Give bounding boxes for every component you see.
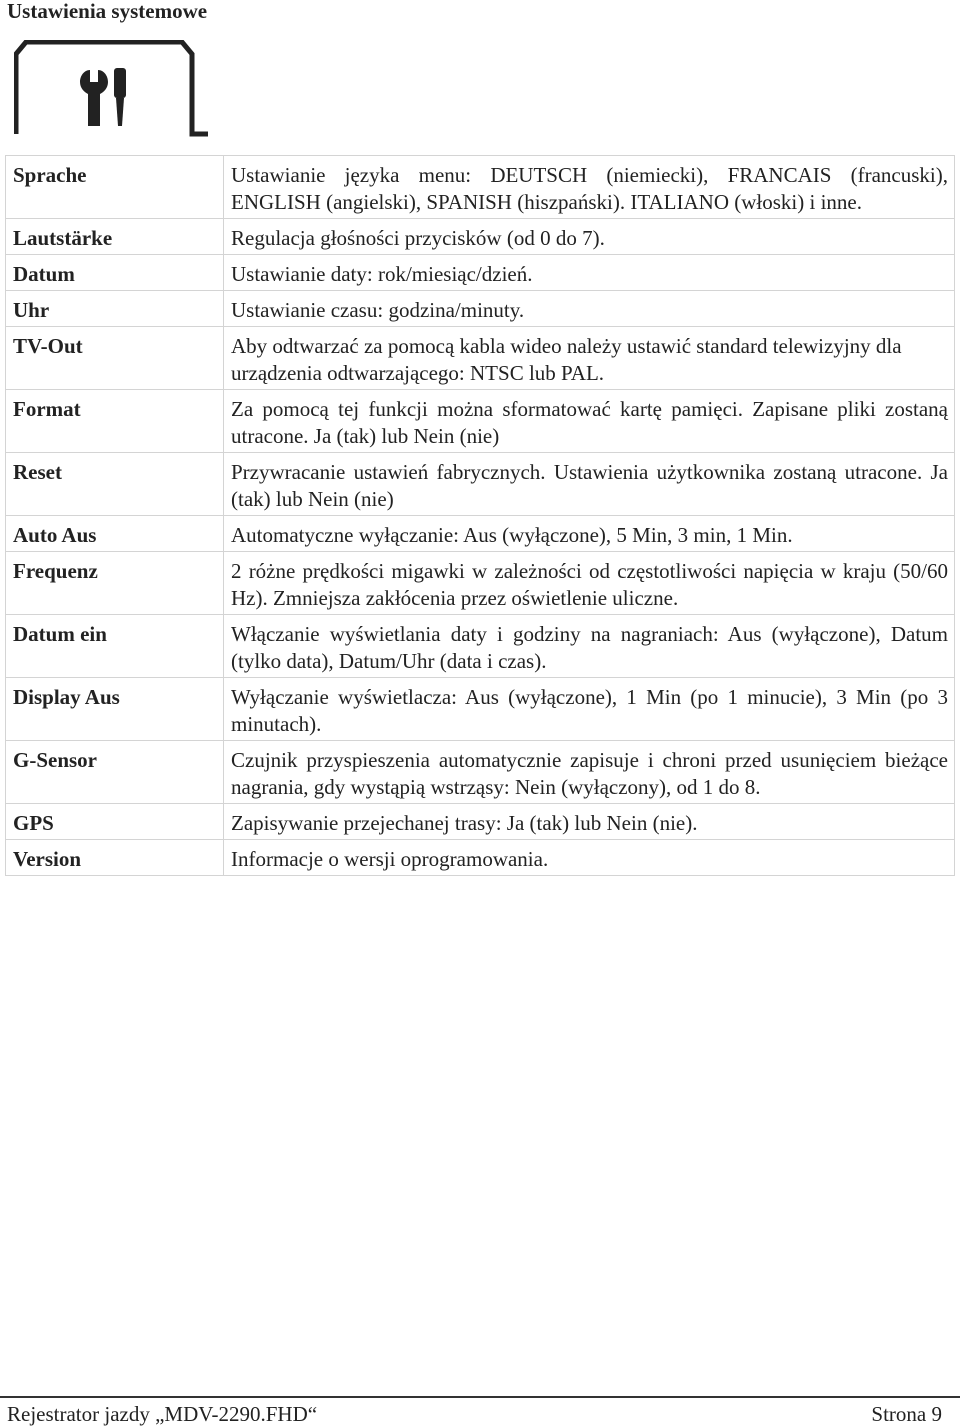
setting-description: Włączanie wyświetlania daty i godziny na nagraniach: Aus (wyłączone), Datum (tylko data), Datum/Uhr (data i czas). [224,615,955,678]
setting-name: Auto Aus [6,516,224,552]
setting-name: Sprache [6,156,224,219]
setting-description: 2 różne prędkości migawki w zależności od częstotliwości napięcia w kraju (50/60 Hz). Zmniejsza zakłócenia przez oświetlenie uliczne. [224,552,955,615]
table-row [6,678,955,741]
table-row [6,516,955,552]
setting-description: Regulacja głośności przycisków (od 0 do 7). [224,219,955,255]
setting-description: Ustawianie daty: rok/miesiąc/dzień. [224,255,955,291]
setting-name: Datum [6,255,224,291]
setting-name: Version [6,840,224,876]
page-title: Ustawienia systemowe [7,0,208,23]
footer-product-name: Rejestrator jazdy „MDV-2290.FHD“ [7,1402,318,1426]
table-row [6,840,955,876]
setting-description: Aby odtwarzać za pomocą kabla wideo należy ustawić standard telewizyjny dla urządzenia odtwarzającego: NTSC lub PAL. [224,327,955,390]
setting-description: Czujnik przyspieszenia automatycznie zapisuje i chroni przed usunięciem bieżące nagrania, gdy wystąpią wstrząsy: Nein (wyłączony), od 1 do 8. [224,741,955,804]
table-row [6,291,955,327]
table-row [6,615,955,678]
table-row [6,156,955,219]
setting-description: Informacje o wersji oprogramowania. [224,840,955,876]
footer-divider [0,1396,960,1398]
setting-name: Uhr [6,291,224,327]
setting-name: TV-Out [6,327,224,390]
setting-name: Reset [6,453,224,516]
table-row [6,255,955,291]
table-row [6,390,955,453]
setting-description: Automatyczne wyłączanie: Aus (wyłączone), 5 Min, 3 min, 1 Min. [224,516,955,552]
setting-name: GPS [6,804,224,840]
setting-name: Display Aus [6,678,224,741]
setting-description: Ustawianie języka menu: DEUTSCH (niemiecki), FRANCAIS (francuski), ENGLISH (angielski), SPANISH (hiszpański). ITALIANO (włoski) i inne. [224,156,955,219]
table-row [6,219,955,255]
footer-page-number: Strona 9 [871,1402,942,1426]
settings-table [5,155,955,876]
table-row [6,804,955,840]
setting-name: G-Sensor [6,741,224,804]
table-row [6,552,955,615]
setting-description: Wyłączanie wyświetlacza: Aus (wyłączone), 1 Min (po 1 minucie), 3 Min (po 3 minutach). [224,678,955,741]
table-row [6,453,955,516]
setting-name: Datum ein [6,615,224,678]
table-row [6,741,955,804]
setting-name: Frequenz [6,552,224,615]
setting-description: Przywracanie ustawień fabrycznych. Ustawienia użytkownika zostaną utracone. Ja (tak) lub Nein (nie) [224,453,955,516]
tools-icon [14,40,210,138]
setting-name: Lautstärke [6,219,224,255]
table-row [6,327,955,390]
setting-description: Ustawianie czasu: godzina/minuty. [224,291,955,327]
setting-description: Za pomocą tej funkcji można sformatować kartę pamięci. Zapisane pliki zostaną utracone. Ja (tak) lub Nein (nie) [224,390,955,453]
setting-description: Zapisywanie przejechanej trasy: Ja (tak) lub Nein (nie). [224,804,955,840]
setting-name: Format [6,390,224,453]
